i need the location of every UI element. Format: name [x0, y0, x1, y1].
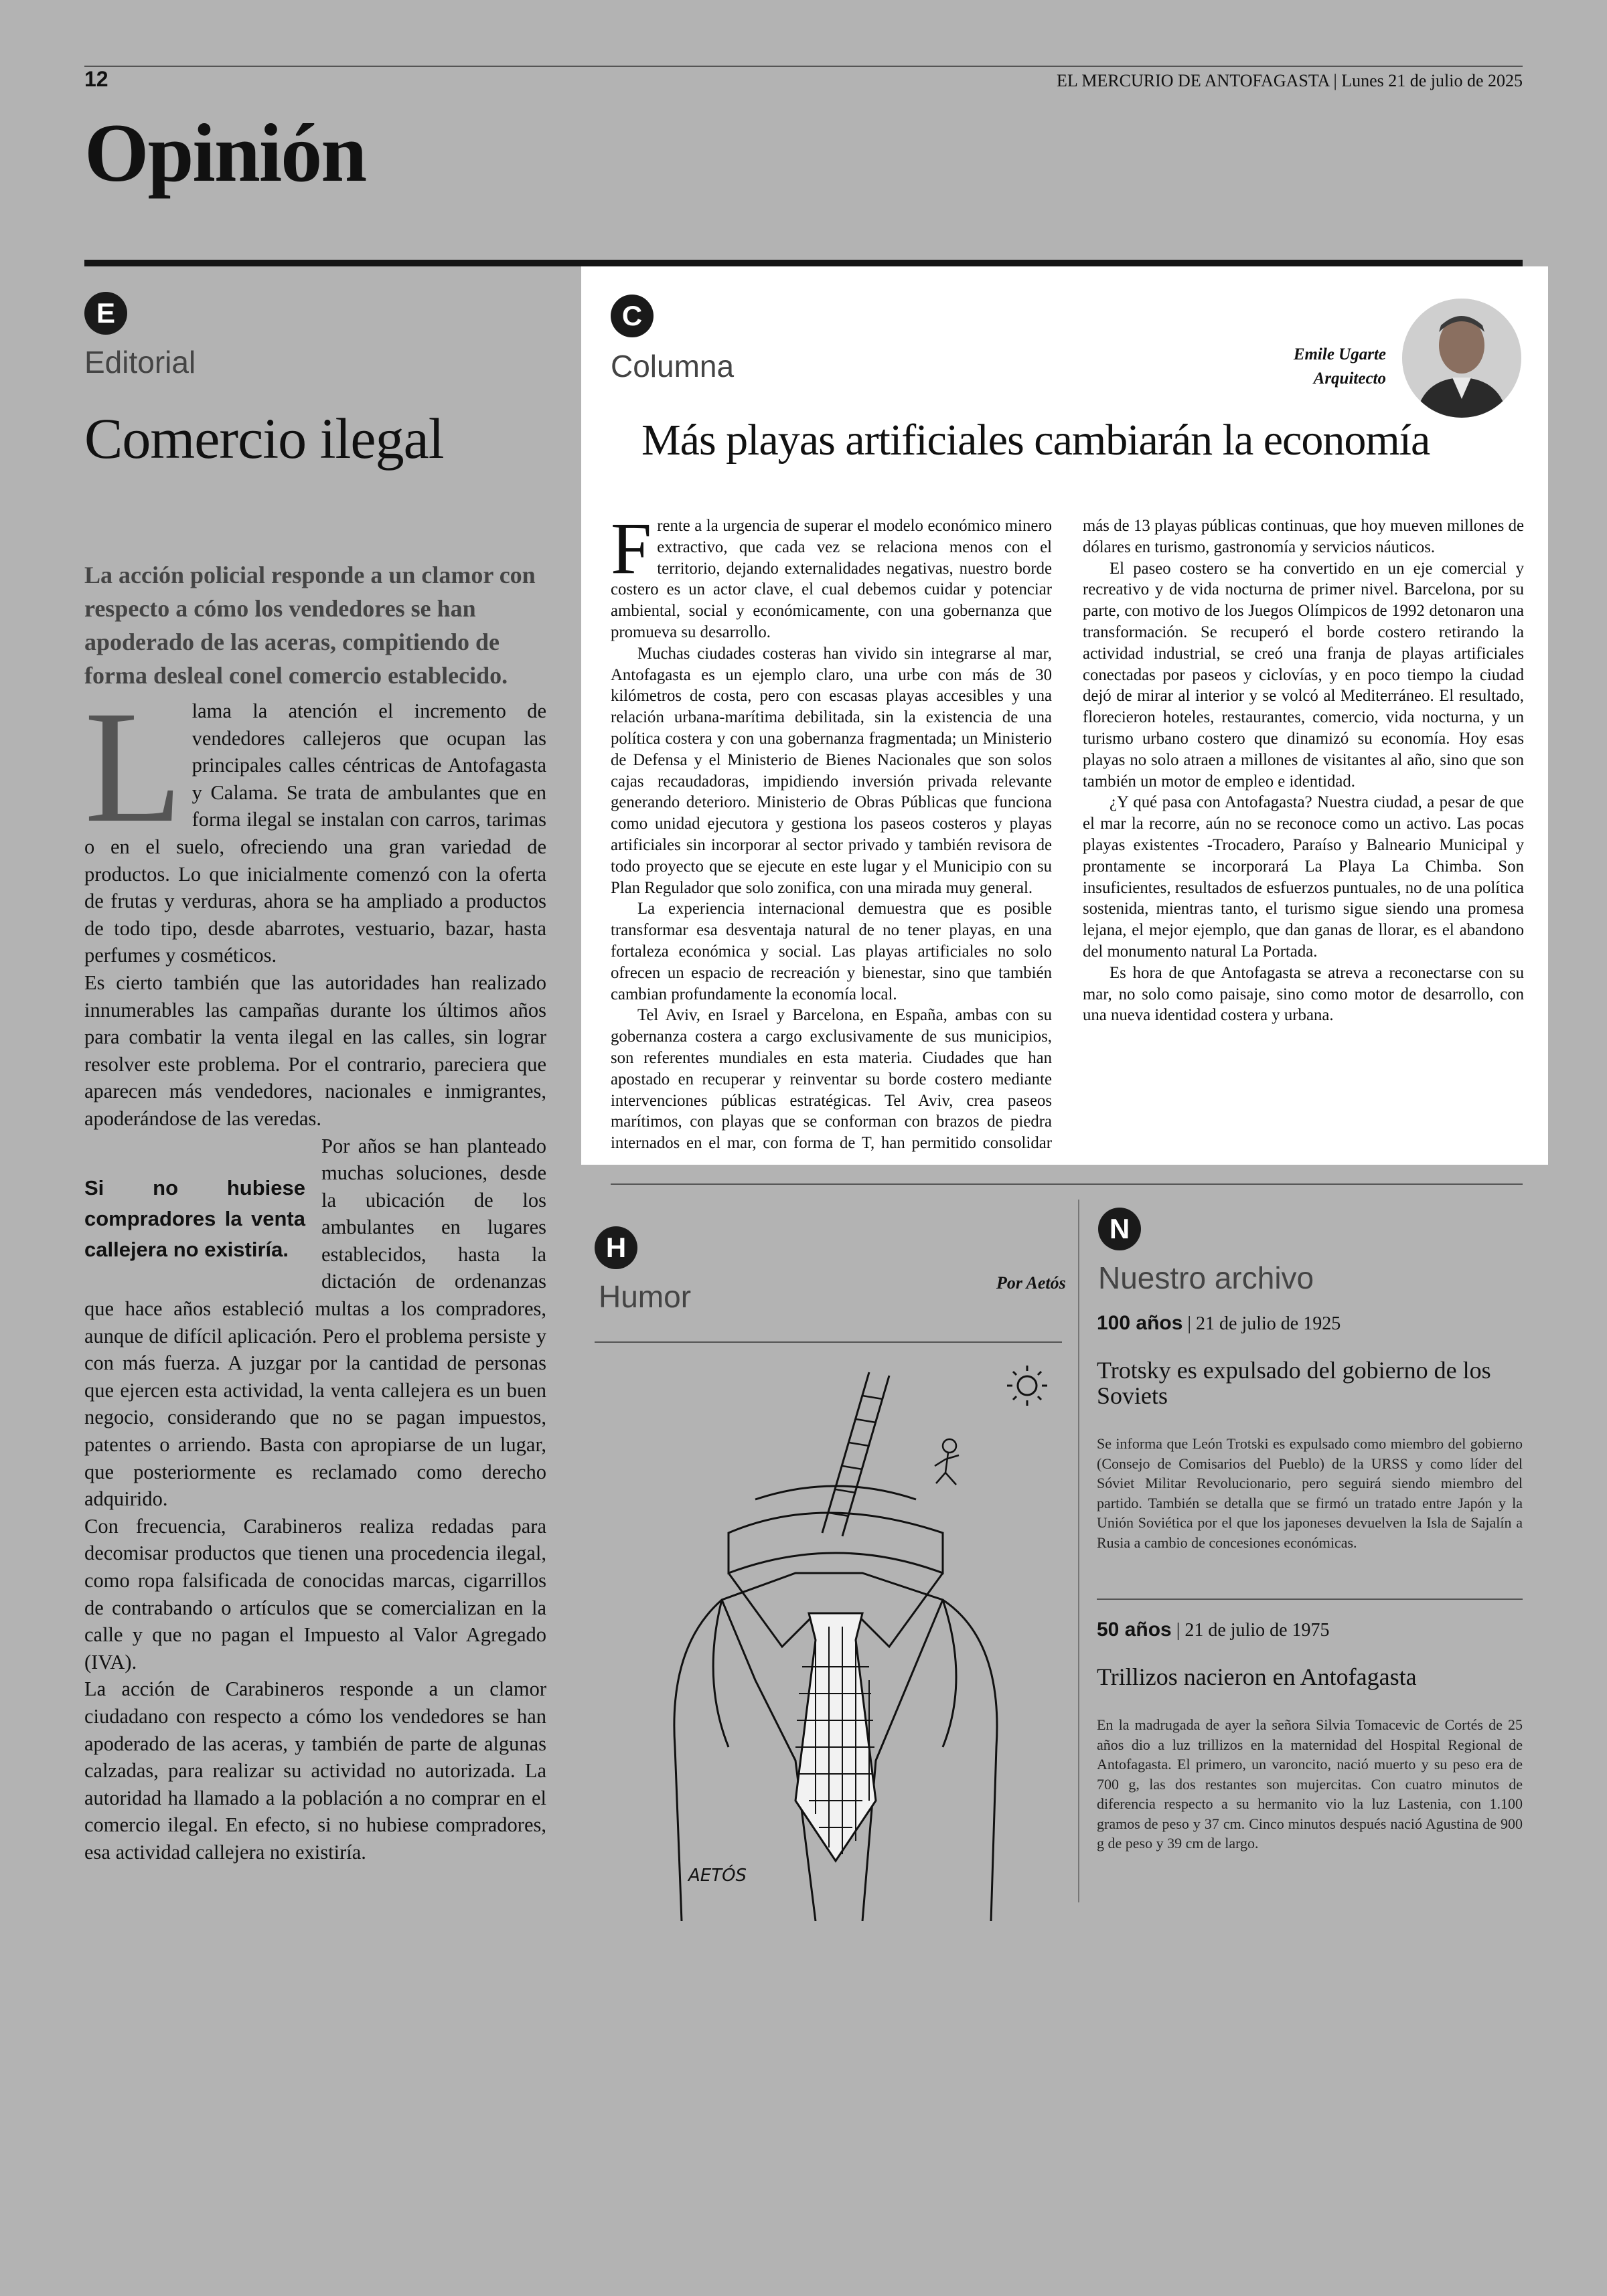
editorial-badge-icon: E: [84, 292, 127, 335]
column-kicker: Columna: [611, 349, 735, 384]
archive-rule: [1097, 1598, 1523, 1600]
masthead: EL MERCURIO DE ANTOFAGASTA | Lunes 21 de julio de 2025: [1057, 71, 1523, 90]
section-title: Opinión: [84, 107, 366, 199]
editorial-kicker: Editorial: [84, 345, 196, 380]
author-role: Arquitecto: [1313, 370, 1386, 388]
column-dropcap: F: [611, 507, 652, 589]
archive-item-body: En la madrugada de ayer la señora Silvia Tomacevic de Cortés de 25 años dio a luz trillizos en la maternidad del Hospital Regional de Antofagasta. El primero, un varoncito, nació muerto y su peso era de 700 g, las dos restantes son mujercitas. Con cuatro minutos de diferencia respecto a su hermanito vio la luz Lastenia, con 1.100 gramos de peso y 37 cm. Cinco minutos después nació Agustina de 900 g de peso y 39 cm de largo.: [1097, 1716, 1523, 1852]
editorial-headline: Comercio ilegal: [84, 406, 444, 471]
archive-item-dateline: 50 años | 21 de julio de 1975: [1097, 1619, 1330, 1641]
editorial-paragraph: La acción de Carabineros responde a un clamor ciudadano con respecto a cómo los vendedores se han apoderado de las aceras, y también de parte de algunas calzadas, para realizar su actividad no autorizada. La autoridad ha llamado a la población a no comprar en el comercio ilegal. En efecto, si no hubiese compradores, esa actividad callejera no existiría.: [84, 1677, 546, 1864]
archive-item-title: Trotsky es expulsado del gobierno de los Soviets: [1097, 1357, 1491, 1409]
archive-item-body: Se informa que León Trotski es expulsado como miembro del gobierno (Consejo de Comisarios del Pueblo) de la URSS y como líder del Sóviet Militar Revolucionario, pero seguirá siendo miembro del partido. También se detalla que se firmó un tratado entre Japón y la Unión Soviética por el que los japoneses devuelven la Isla de Sajalín a Rusia a cambio de concesiones económicas.: [1097, 1435, 1523, 1551]
archive-item: [1097, 1619, 1523, 1854]
column-paragraph: La experiencia internacional demuestra que es posible transformar esa desventaja natural de no tener playas, en una fortaleza económica y social. Las playas artificiales no solo ofrecen un espacio de recreación y bienestar, sino que también cambian profundamente la economía local.: [611, 900, 1052, 1003]
column-body: [611, 507, 1524, 1158]
editorial-body: [84, 677, 546, 1866]
svg-text:AETÓS: AETÓS: [688, 1866, 747, 1886]
humor-badge-icon: H: [595, 1226, 637, 1269]
archive-badge-icon: N: [1098, 1208, 1141, 1250]
editorial-paragraph: Con frecuencia, Carabineros realiza redadas para decomisar productos que tienen una procedencia ilegal, como ropa falsificada de conocidas marcas, cigarrillos de contrabando o artículos que se comercializan en la calle y que no pagan el Impuesto al Valor Agregado (IVA).: [84, 1514, 546, 1673]
archive-item-dateline: 100 años | 21 de julio de 1925: [1097, 1312, 1341, 1334]
column-badge-icon: C: [611, 295, 654, 337]
column-paragraph: Tel Aviv, en Israel y Barcelona, en España, ambas con su gobernanza costera a cargo exclusivamente de sus municipios, son referentes mundiales en esta materia. Ciudades que han apostado en recuperar y reinventar su borde costero mediante intervenciones públicas estratégicas. Tel Aviv, crea paseos marítimos, con playas que se conforman con brazos de piedra internados en el mar, con forma de T, han permitido consolidar más de 13 playas públicas continuas, que hoy mueven millones de dólares en turismo, gastronomía y servicios náuticos.: [611, 517, 1524, 1153]
humor-kicker: Humor: [599, 1279, 692, 1314]
page-number: 12: [84, 67, 108, 91]
masthead-date: Lunes 21 de julio de 2025: [1341, 71, 1523, 90]
sun-icon: [1007, 1366, 1047, 1406]
column-paragraph: ¿Y qué pasa con Antofagasta? Nuestra ciudad, a pesar de que el mar la recorre, aún no se reconoce como un activo. Las pocas playas existentes -Trocadero, Paraíso y Balneario Municipal y prontamente se incorporará La Playa La Chimba. Son insuficientes, resultados de esfuerzos puntuales, no de una política sostenida, mientras tanto, el turismo sigue siendo una promesa lejana, el mejor ejemplo, que dan ganas de llorar, es el abandono del monumento natural La Portada.: [1083, 793, 1524, 961]
header-rule: [84, 66, 1523, 67]
column-bottom-rule: [611, 1183, 1523, 1185]
archive-item-title: Trillizos nacieron en Antofagasta: [1097, 1663, 1417, 1690]
humor-byline: Por Aetós: [996, 1273, 1066, 1293]
editorial-paragraph: Por años se han planteado muchas soluciones, desde la ubicación de los ambulantes en lugares establecidos, hasta la dictación de ordenanzas que hace años estableció multas a los compradores, aunque de difícil aplicación. Pero el problema persiste y con más fuerza. A juzgar por la cantidad de personas que ejercen esta actividad, la venta callejera es un buen negocio, considerando que no se pagan impuestos, patentes o arriendo. Basta con apropiarse de un lugar, que posteriormente es reclamado como derecho adquirido.: [84, 1134, 546, 1511]
humor-archive-divider: [1078, 1200, 1079, 1902]
archive-kicker: Nuestro archivo: [1098, 1260, 1314, 1295]
masthead-name: EL MERCURIO DE ANTOFAGASTA: [1057, 71, 1329, 90]
author-photo: [1402, 299, 1521, 418]
editorial-paragraph: Es cierto también que las autoridades han realizado innumerables las campañas durante los últimos años para combatir la venta ilegal en las calles, sin lograr resolver este problema. Por el contrario, pareciera que aparecen más vendedores, nacionales e inmigrantes, apoderándose de las veredas.: [84, 971, 546, 1130]
editorial-pullquote: Si no hubiese compradores la venta callejera no existiría.: [84, 1175, 305, 1261]
editorial-lead: La acción policial responde a un clamor con respecto a cómo los vendedores se han apoderado de las aceras, compitiendo de forma desleal conel comercio establecido.: [84, 562, 536, 689]
column-paragraph: Es hora de que Antofagasta se atreva a reconectarse con su mar, no solo como paisaje, sino como motor de desarrollo, con una nueva identidad costera y urbana.: [1083, 963, 1524, 1025]
archive-item: [1097, 1312, 1523, 1552]
column-headline: Más playas artificiales cambiarán la economía: [641, 416, 1430, 465]
humor-cartoon: [595, 1332, 1062, 1921]
author-name: Emile Ugarte: [1293, 345, 1386, 363]
column-paragraph: Frente a la urgencia de superar el modelo económico minero extractivo, que cada vez se relaciona menos con el territorio, dejando externalidades negativas, nuestro borde costero es un actor clave, el cual debemos cuidar y potenciar ambiental, social y económicamente, con una gobernanza que promueva su desarrollo.: [611, 507, 1052, 641]
column-author: [1232, 343, 1386, 391]
editorial-paragraph: Llama la atención el incremento de vendedores callejeros que ocupan las principales calles céntricas de Antofagasta y Calama. Se trata de ambulantes que en forma ilegal se instalan con carros, tarimas o en el suelo, ofreciendo una gran variedad de productos. Lo que inicialmente comenzó con la oferta de frutas y verduras, ahora se ha ampliado a productos de todo tipo, desde abarrotes, vestuario, bazar, hasta perfumes y cosméticos.: [84, 677, 546, 967]
editorial-dropcap: L: [84, 677, 183, 855]
column-paragraph: El paseo costero se ha convertido en un eje comercial y recreativo y de vida nocturna de primer nivel. Barcelona, por su parte, con motivo de los Juegos Olímpicos de 1992 detonaron una transformación. Se recuperó el borde costero retirando la actividad industrial, se creó una franja de playas artificiales conectadas por paseos y ciclovías, y en poco tiempo la ciudad dejó de mirar al interior y se volcó al Mediterráneo. El resultado, florecieron hoteles, restaurantes, comercio, vida nocturna, y un turismo urbano costero que dinamizó su economía. Hoy esas playas no solo atraen a millones de visitantes al año, sino que son también un motor de empleo e identidad.: [1083, 559, 1524, 791]
column-paragraph: Muchas ciudades costeras han vivido sin integrarse al mar, Antofagasta es un ejemplo claro, una urbe con más de 30 kilómetros de costa, pero con escasas playas accesibles y una relación urbana-marítima debilitada, sin la existencia de una política costera y con una gobernanza fragmentada; un Ministerio de Defensa y el Ministerio de Bienes Nacionales que son solos cajas recaudadoras, impidiendo inversión privada relevante generando deterioro. Ministerio de Obras Públicas que funciona como unidad ejecutora y gestiona los paseos costeros y playas artificiales sin incorporar al sector privado y también revisora de todo proyecto que se ejecute en este lugar y el Municipio con su Plan Regulador que solo zonifica, con una mirada muy general.: [611, 644, 1052, 897]
section-divider: [84, 260, 1523, 266]
